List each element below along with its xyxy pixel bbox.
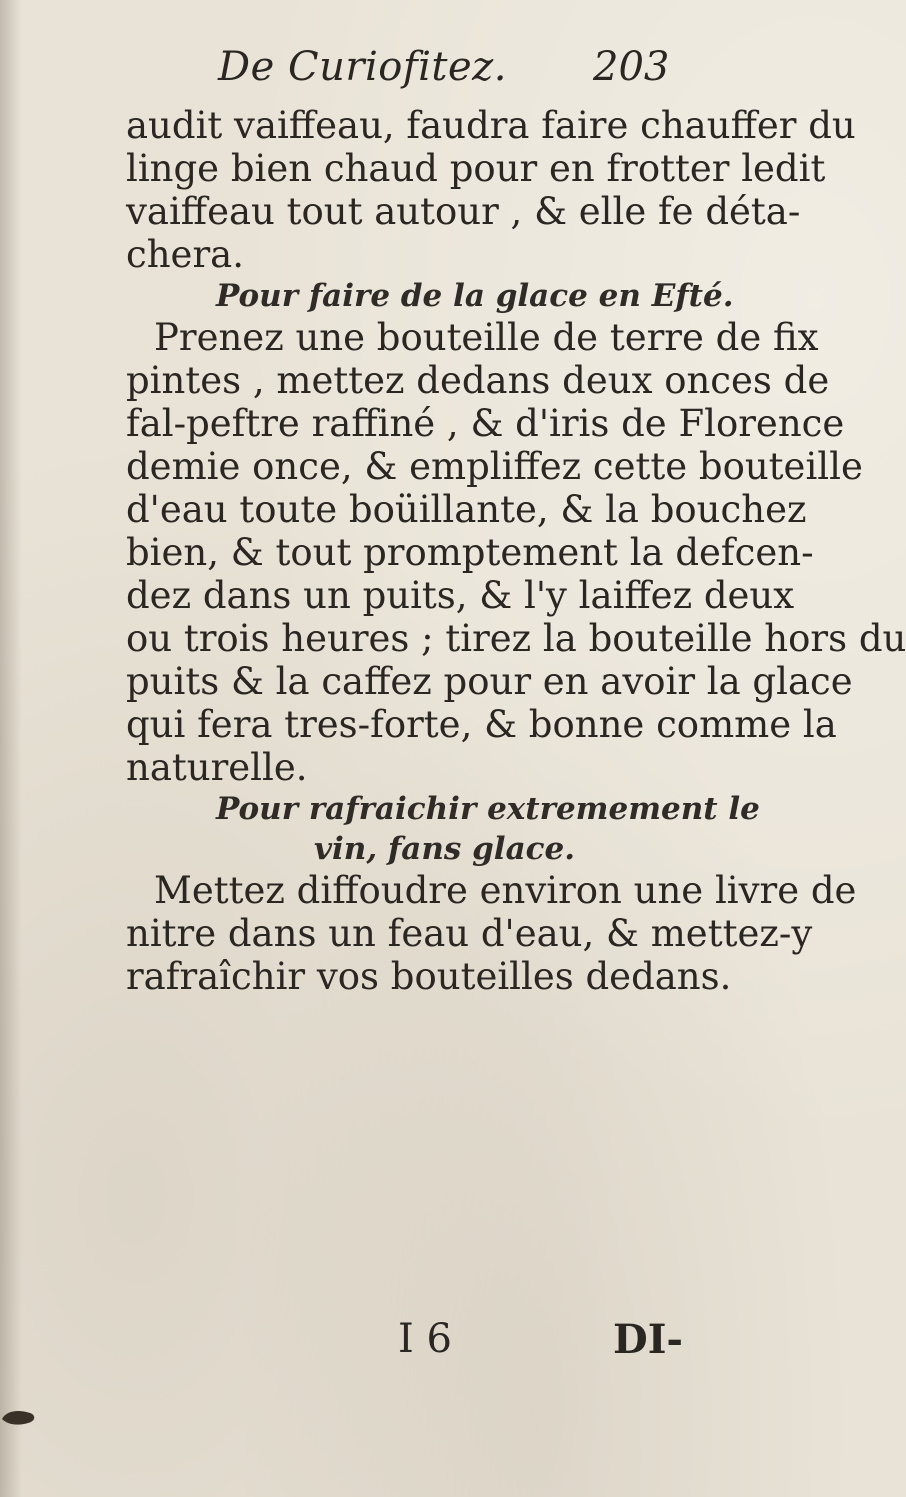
text-line: Mettez diffoudre environ une livre de	[154, 869, 857, 912]
section-heading-continued: vin, fans glace.	[314, 831, 576, 867]
page-footer	[0, 1316, 800, 1376]
text-line: pintes , mettez dedans deux onces de	[126, 359, 830, 402]
text-line: linge bien chaud pour en frotter ledit	[126, 147, 826, 190]
text-line: vaiffeau tout autour , & elle fe déta-	[126, 190, 801, 233]
catchword: DI-	[613, 1316, 683, 1363]
text-line: nitre dans un feau d'eau, & mettez-y	[126, 912, 813, 955]
text-line: ou trois heures ; tirez la bouteille hors du	[126, 617, 906, 660]
gutter-shadow	[0, 0, 22, 1497]
signature-mark: I 6	[398, 1316, 452, 1362]
ink-blot	[0, 1405, 38, 1427]
text-line: qui fera tres-forte, & bonne comme la	[126, 703, 837, 746]
text-line: audit vaiffeau, faudra faire chauffer du	[126, 104, 856, 147]
page-number: 203	[593, 44, 670, 90]
text-line: d'eau toute boüillante, & la bouchez	[126, 488, 807, 531]
text-line: bien, & tout promptement la defcen-	[126, 531, 814, 574]
running-title: De Curiofitez.	[218, 44, 507, 90]
text-line: rafraîchir vos bouteilles dedans.	[126, 955, 732, 998]
text-line: puits & la caffez pour en avoir la glace	[126, 660, 853, 703]
text-block	[126, 104, 906, 998]
section-heading: Pour rafraichir extremement le	[216, 791, 760, 827]
text-line: chera.	[126, 233, 244, 276]
text-line: Prenez une bouteille de terre de fix	[154, 316, 819, 359]
page-header	[0, 44, 800, 100]
section-heading: Pour faire de la glace en Efté.	[216, 278, 734, 314]
text-line: dez dans un puits, & l'y laiffez deux	[126, 574, 795, 617]
text-line: fal-peftre raffiné , & d'iris de Florence	[126, 402, 845, 445]
text-line: demie once, & empliffez cette bouteille	[126, 445, 863, 488]
text-line: naturelle.	[126, 746, 308, 789]
